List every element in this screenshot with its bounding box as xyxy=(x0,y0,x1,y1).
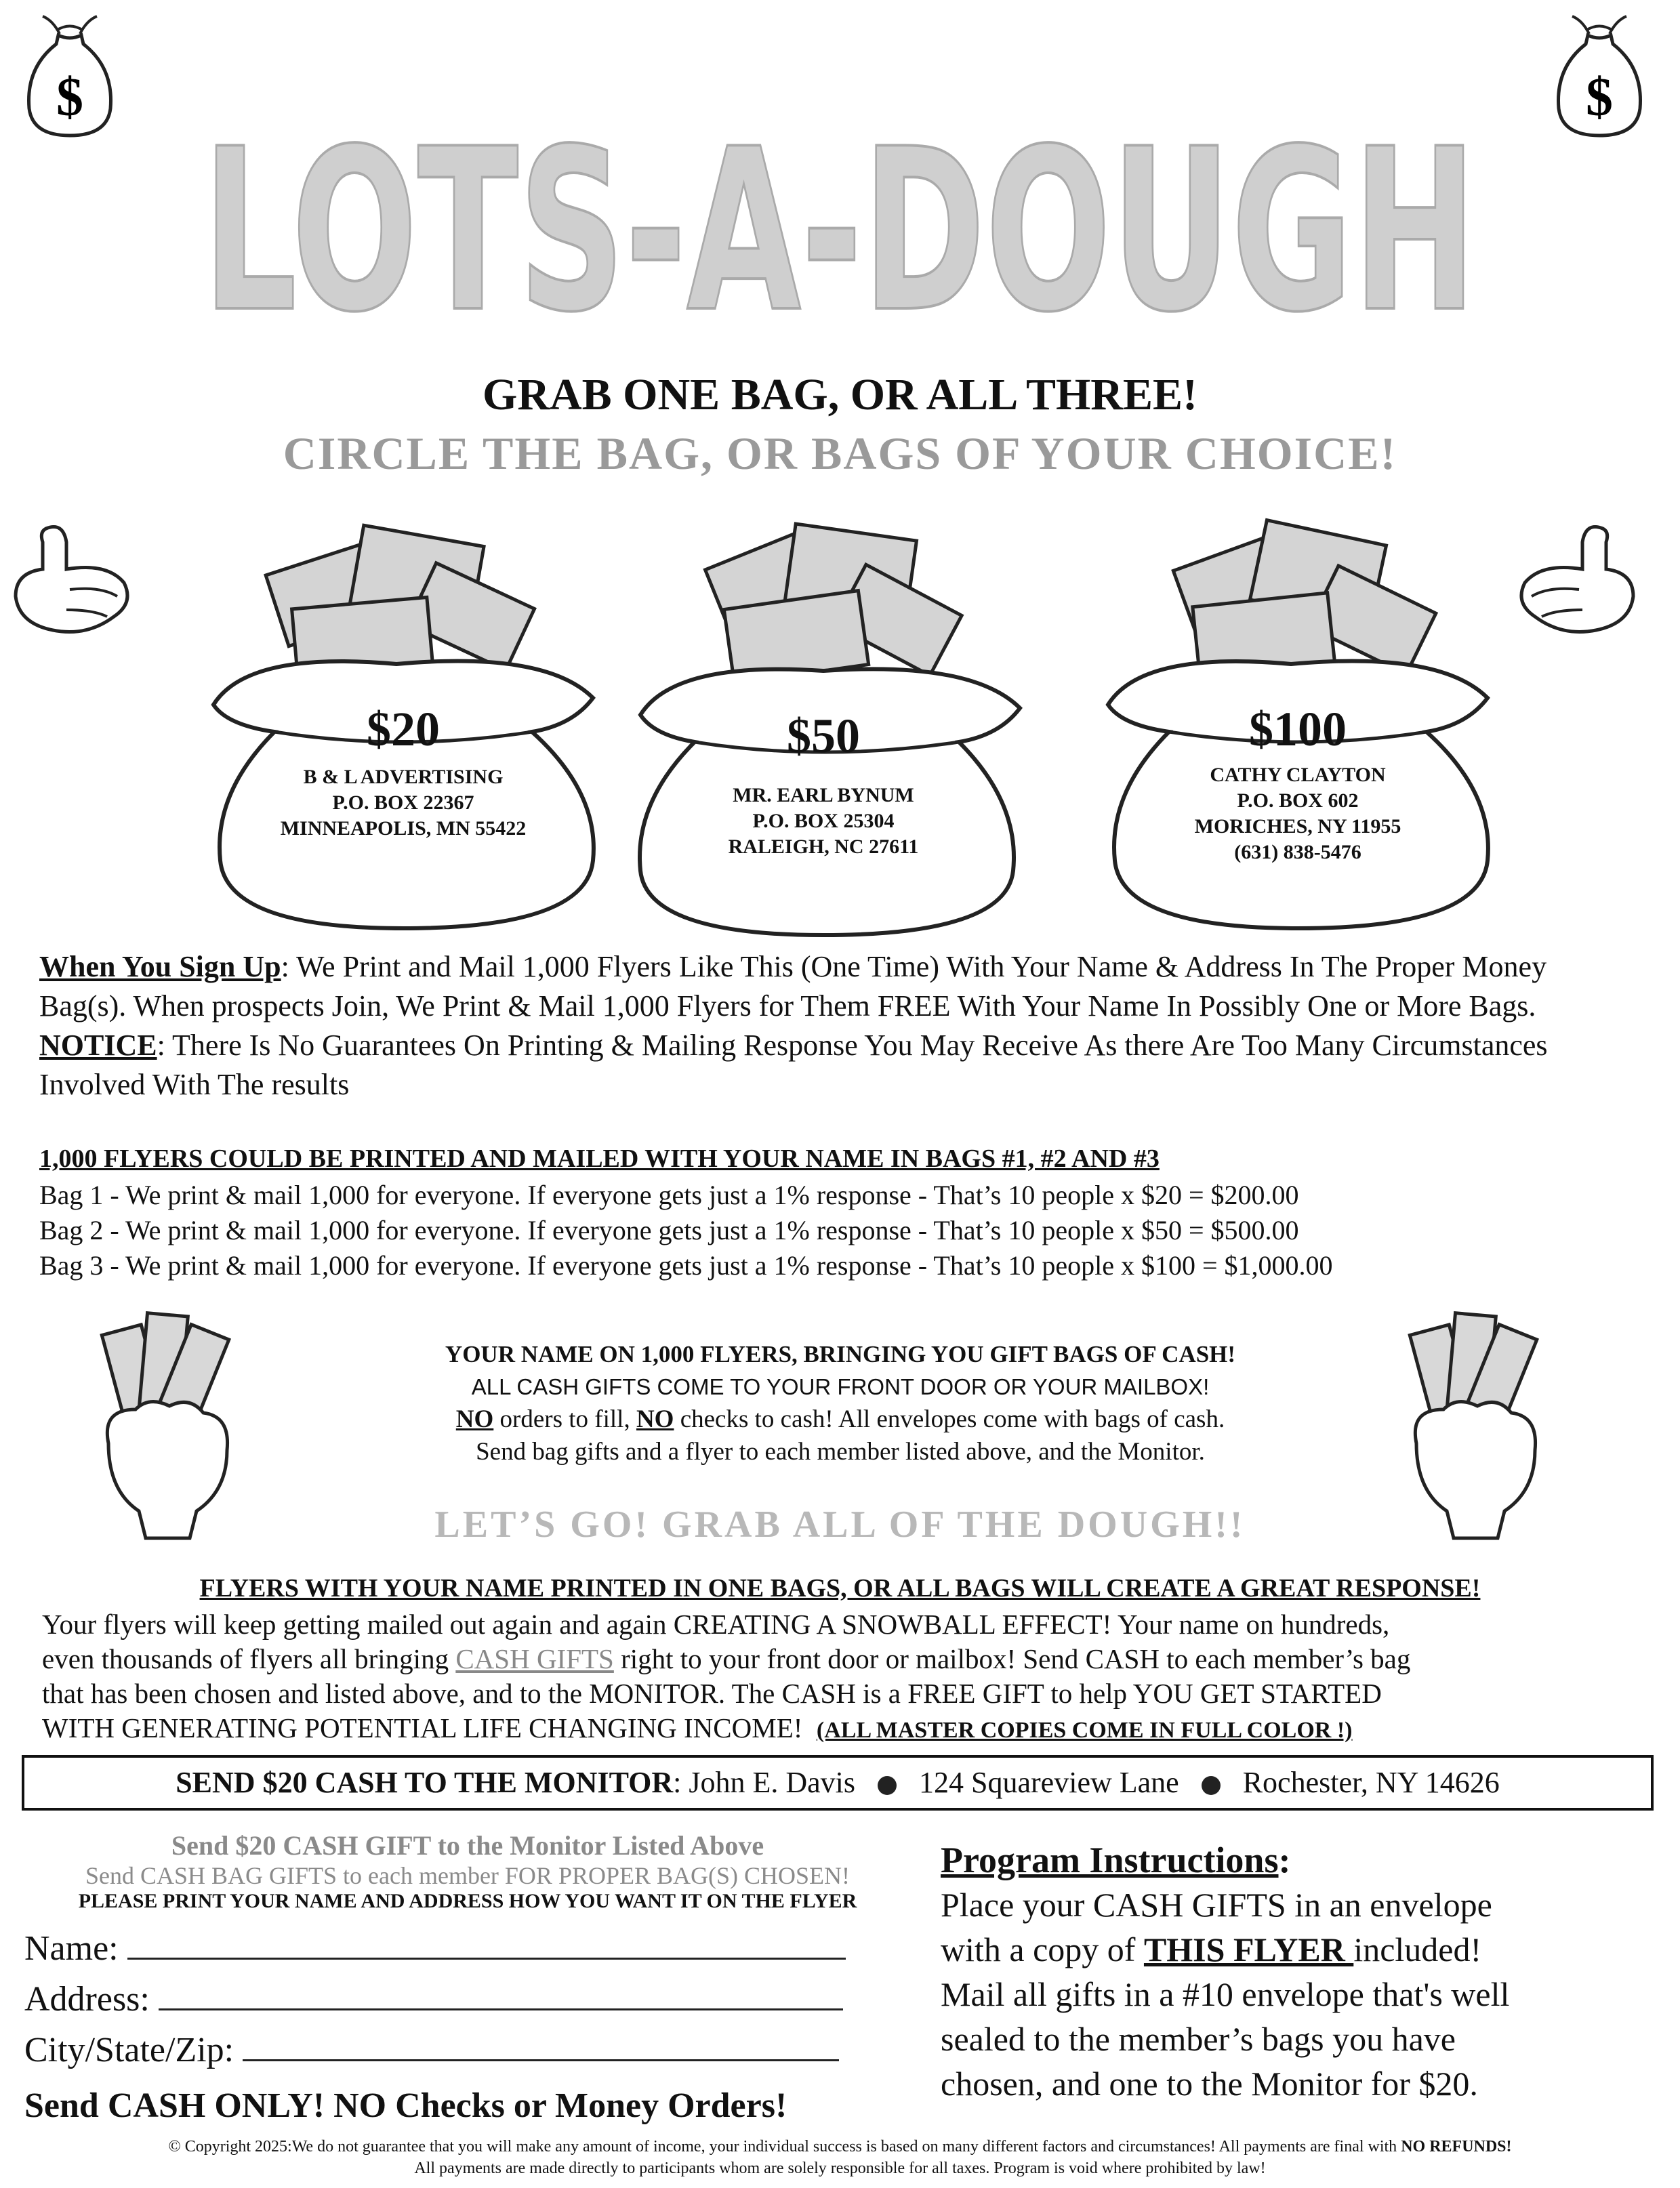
snowball-line-2a: even thousands of flyers all bringing xyxy=(42,1643,456,1674)
signup-label: When You Sign Up xyxy=(39,950,281,983)
name-label: Name: xyxy=(24,1929,119,1968)
name-field[interactable] xyxy=(127,1928,846,1960)
snowball-line-4 xyxy=(42,1711,1641,1748)
money-bag-icon xyxy=(1549,7,1650,142)
snowball-line-2 xyxy=(42,1642,1641,1676)
bag-price: $50 xyxy=(787,709,860,763)
snowball-text xyxy=(42,1607,1641,1748)
name-row xyxy=(24,1928,846,1968)
bag-member-box: P.O. BOX 602 xyxy=(1237,789,1359,812)
bag-member-city: MORICHES, NY 11955 xyxy=(1194,815,1401,838)
this-flyer: THIS FLYER xyxy=(1143,1931,1354,1968)
program-line-4: sealed to the member’s bags you have xyxy=(941,2020,1456,2058)
flyers-heading: 1,000 FLYERS COULD BE PRINTED AND MAILED WITH YOUR NAME IN BAGS #1, #2 AND #3 xyxy=(39,1144,1160,1173)
address-label: Address: xyxy=(24,1980,150,2019)
money-bag-100[interactable] xyxy=(1088,508,1508,942)
program-heading xyxy=(941,1838,1659,1882)
signup-text: : We Print and Mail 1,000 Flyers Like This (One Time) With Your Name & Address In The Proper Money Bag(s). When prospects Join, We Print & Mail 1,000 Flyers for Them FREE With Your Name In Possibly One or More Bags. xyxy=(39,950,1547,1023)
svg-text:$: $ xyxy=(1586,68,1613,127)
footer-line-1 xyxy=(0,2136,1680,2158)
gift-line-3b: checks to cash! All envelopes come with bags of cash. xyxy=(674,1405,1225,1433)
bag-line-3: Bag 3 - We print & mail 1,000 for everyone. If everyone gets just a 1% response - That’s 10 people x $100 = $1,000.00 xyxy=(39,1250,1333,1281)
city-row xyxy=(24,2029,839,2070)
gift-line-3 xyxy=(291,1403,1389,1436)
monitor-label: SEND $20 CASH TO THE MONITOR xyxy=(176,1766,674,1799)
program-heading-text: Program Instructions xyxy=(941,1840,1279,1880)
monitor-street: 124 Squareview Lane xyxy=(919,1766,1179,1799)
notice-label: NOTICE xyxy=(39,1029,157,1062)
no-refunds: NO REFUNDS! xyxy=(1401,2138,1512,2155)
snowball-line-3: that has been chosen and listed above, and to the MONITOR. The CASH is a FREE GIFT to help YOU GET STARTED xyxy=(42,1678,1382,1709)
bag-line-2: Bag 2 - We print & mail 1,000 for everyone. If everyone gets just a 1% response - That’s 10 people x $50 = $500.00 xyxy=(39,1215,1299,1245)
page-title xyxy=(0,125,1680,329)
money-bag-icon xyxy=(19,7,121,142)
money-bag-50[interactable] xyxy=(613,512,1033,945)
bag-price: $100 xyxy=(1249,702,1347,756)
gift-line-4: Send bag gifts and a flyer to each member listed above, and the Monitor. xyxy=(476,1438,1205,1466)
footer xyxy=(0,2136,1680,2179)
notice-text: : There Is No Guarantees On Printing & Mailing Response You May Receive As there Are Too Many Circumstances Involved With The results xyxy=(39,1029,1548,1101)
bag-member-city: RALEIGH, NC 27611 xyxy=(728,835,919,858)
program-line-2c: included! xyxy=(1353,1931,1482,1968)
smiley-bullet-icon xyxy=(1202,1776,1221,1795)
footer-line-2: All payments are made directly to participants whom are solely responsible for all taxes. Program is void where prohibited by law! xyxy=(414,2160,1266,2177)
cash-only-note: Send CASH ONLY! NO Checks or Money Orders! xyxy=(24,2086,787,2125)
pointing-hand-icon xyxy=(1508,515,1643,651)
bag-member-city: MINNEAPOLIS, MN 55422 xyxy=(280,817,527,840)
gift-line-3a: orders to fill, xyxy=(493,1405,636,1433)
lets-go-banner: LET’S GO! GRAB ALL OF THE DOUGH!! xyxy=(434,1504,1246,1546)
program-line-1: Place your CASH GIFTS in an envelope xyxy=(941,1886,1492,1924)
bag-member-name: CATHY CLAYTON xyxy=(1210,764,1386,786)
footer-line-1a: © Copyright 2025:We do not guarantee that you will make any amount of income, your individual success is based on many different factors and circumstances! All payments are final with xyxy=(168,2138,1401,2155)
snowball-line-2c: right to your front door or mailbox! Send CASH to each member’s bag xyxy=(613,1643,1411,1674)
no-checks: NO xyxy=(636,1405,674,1433)
bag-member-name: MR. EARL BYNUM xyxy=(733,784,914,806)
master-copies-note: (ALL MASTER COPIES COME IN FULL COLOR !) xyxy=(816,1718,1353,1743)
cash-gifts-text: CASH GIFTS xyxy=(455,1643,614,1674)
headline: GRAB ONE BAG, OR ALL THREE! xyxy=(482,370,1197,419)
monitor-box xyxy=(22,1755,1654,1811)
bag-member-box: P.O. BOX 25304 xyxy=(752,810,895,832)
bag-member-box: P.O. BOX 22367 xyxy=(332,791,474,814)
smiley-bullet-icon xyxy=(878,1776,897,1795)
monitor-city: Rochester, NY 14626 xyxy=(1242,1766,1500,1799)
bag-line-1: Bag 1 - We print & mail 1,000 for everyone. If everyone gets just a 1% response - That’s 10 people x $20 = $200.00 xyxy=(39,1180,1299,1210)
gift-monitor-line: Send $20 CASH GIFT to the Monitor Listed Above xyxy=(171,1830,764,1861)
city-label: City/State/Zip: xyxy=(24,2031,234,2069)
program-instructions xyxy=(941,1838,1659,2106)
svg-text:$: $ xyxy=(56,68,83,127)
program-heading-colon: : xyxy=(1278,1840,1291,1880)
signup-paragraph xyxy=(39,947,1639,1105)
monitor-name: : John E. Davis xyxy=(673,1766,856,1799)
city-field[interactable] xyxy=(243,2029,839,2061)
gift-line-1: YOUR NAME ON 1,000 FLYERS, BRINGING YOU GIFT BAGS OF CASH! xyxy=(445,1341,1236,1367)
subheadline: CIRCLE THE BAG, OR BAGS OF YOUR CHOICE! xyxy=(283,428,1397,479)
print-note: PLEASE PRINT YOUR NAME AND ADDRESS HOW YOU WANT IT ON THE FLYER xyxy=(78,1890,857,1912)
program-line-5: chosen, and one to the Monitor for $20. xyxy=(941,2065,1478,2103)
program-line-3: Mail all gifts in a #10 envelope that's well xyxy=(941,1975,1510,2013)
bag-price: $20 xyxy=(367,702,440,756)
gift-bags-line: Send CASH BAG GIFTS to each member FOR PROPER BAG(S) CHOSEN! xyxy=(85,1862,851,1889)
program-line-2a: with a copy of xyxy=(941,1931,1144,1968)
money-bag-20[interactable] xyxy=(193,508,613,942)
program-line-2 xyxy=(941,1927,1659,1972)
gift-bags-block xyxy=(291,1338,1389,1468)
bag-member-name: B & L ADVERTISING xyxy=(303,766,504,788)
bag-member-phone: (631) 838-5476 xyxy=(1234,841,1361,863)
gift-line-2: ALL CASH GIFTS COME TO YOUR FRONT DOOR OR YOUR MAILBOX! xyxy=(471,1374,1210,1399)
pointing-hand-icon xyxy=(5,515,141,651)
address-row xyxy=(24,1979,843,2019)
gift-instructions xyxy=(20,1830,915,1913)
title-text: LOTS-A-DOUGH xyxy=(203,125,1477,329)
snowball-line-4a: WITH GENERATING POTENTIAL LIFE CHANGING INCOME! xyxy=(42,1712,803,1743)
snowball-heading: FLYERS WITH YOUR NAME PRINTED IN ONE BAGS, OR ALL BAGS WILL CREATE A GREAT RESPONSE! xyxy=(199,1574,1481,1603)
snowball-line-1: Your flyers will keep getting mailed out again and again CREATING A SNOWBALL EFFECT! Your name on hundreds, xyxy=(42,1609,1390,1640)
no-orders: NO xyxy=(455,1405,494,1433)
address-field[interactable] xyxy=(159,1979,843,2010)
